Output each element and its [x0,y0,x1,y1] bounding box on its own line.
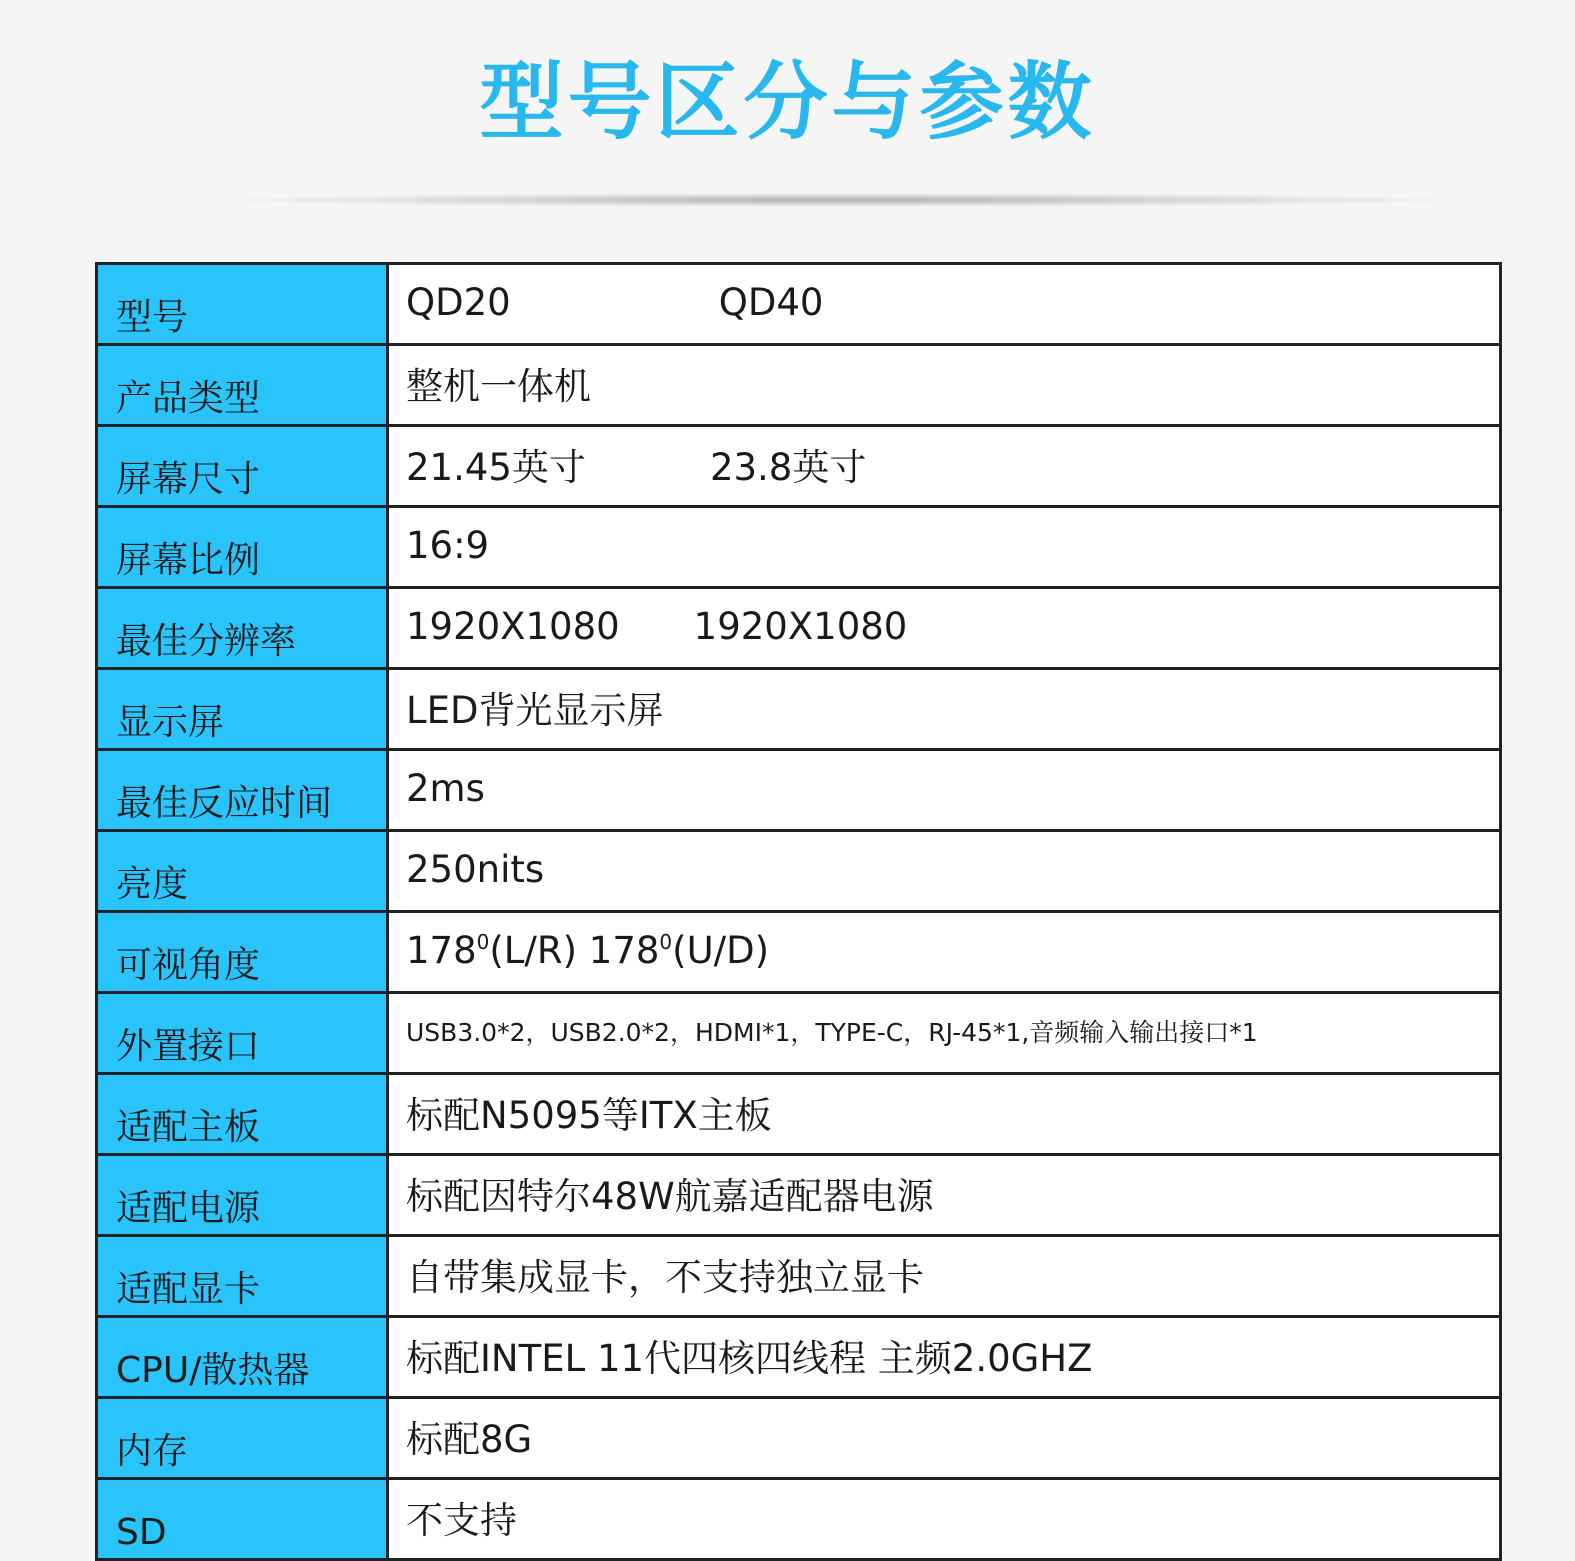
table-row [97,1398,1501,1479]
row-label-memory: 内存 [97,1398,388,1479]
row-label-display: 显示屏 [97,669,388,750]
row-label-product-type: 产品类型 [97,345,388,426]
table-row [97,831,1501,912]
row-value-graphics: 自带集成显卡，不支持独立显卡 [388,1236,1501,1317]
row-value-viewing-angle [388,912,1501,993]
row-label-graphics: 适配显卡 [97,1236,388,1317]
row-value-response-time: 2ms [388,750,1501,831]
row-label-viewing-angle: 可视角度 [97,912,388,993]
angle-value-text: (L/R) 178 [489,928,660,972]
row-label-screen-size: 屏幕尺寸 [97,426,388,507]
table-row [97,669,1501,750]
table-row [97,345,1501,426]
row-value-power-supply: 标配因特尔48W航嘉适配器电源 [388,1155,1501,1236]
row-label-sd: SD [97,1479,388,1560]
row-value-display: LED背光显示屏 [388,669,1501,750]
row-label-ports: 外置接口 [97,993,388,1074]
table-row [97,426,1501,507]
table-row [97,1074,1501,1155]
model-qd20: QD20 [406,280,511,324]
angle-value-text: (U/D) [672,928,770,972]
row-label-cpu-cooler: CPU/散热器 [97,1317,388,1398]
table-row [97,507,1501,588]
row-value-sd: 不支持 [388,1479,1501,1560]
row-label-resolution: 最佳分辨率 [97,588,388,669]
table-row [97,993,1501,1074]
resolution-qd20: 1920X1080 [406,604,620,648]
spec-table [95,262,1502,1561]
row-value-screen-size [388,426,1501,507]
row-label-response-time: 最佳反应时间 [97,750,388,831]
table-row [97,1317,1501,1398]
row-label-power-supply: 适配电源 [97,1155,388,1236]
row-value-product-type: 整机一体机 [388,345,1501,426]
screen-size-qd20: 21.45英寸 [406,446,586,489]
row-value-brightness: 250nits [388,831,1501,912]
table-row [97,1155,1501,1236]
table-row [97,264,1501,345]
table-row [97,750,1501,831]
resolution-qd40: 1920X1080 [693,604,908,648]
degree-superscript: 0 [659,929,673,954]
degree-superscript: 0 [476,929,490,954]
screen-size-qd40: 23.8英寸 [709,446,867,489]
row-value-model [388,264,1501,345]
row-value-cpu-cooler: 标配INTEL 11代四核四线程 主频2.0GHZ [388,1317,1501,1398]
row-value-resolution [388,588,1501,669]
table-row [97,588,1501,669]
row-label-aspect-ratio: 屏幕比例 [97,507,388,588]
table-row [97,1236,1501,1317]
row-value-memory: 标配8G [388,1398,1501,1479]
page-title: 型号区分与参数 [479,53,1096,151]
model-qd40: QD40 [718,280,824,324]
row-value-aspect-ratio: 16:9 [388,507,1501,588]
row-label-model: 型号 [97,264,388,345]
angle-value-text: 178 [406,928,477,972]
table-row [97,1479,1501,1560]
row-value-motherboard: 标配N5095等ITX主板 [388,1074,1501,1155]
row-label-motherboard: 适配主板 [97,1074,388,1155]
row-value-ports: USB3.0*2，USB2.0*2，HDMI*1，TYPE-C，RJ-45*1,音频输入输出接口*1 [388,993,1501,1074]
table-row [97,912,1501,993]
title-divider-shadow [225,193,1455,207]
row-label-brightness: 亮度 [97,831,388,912]
